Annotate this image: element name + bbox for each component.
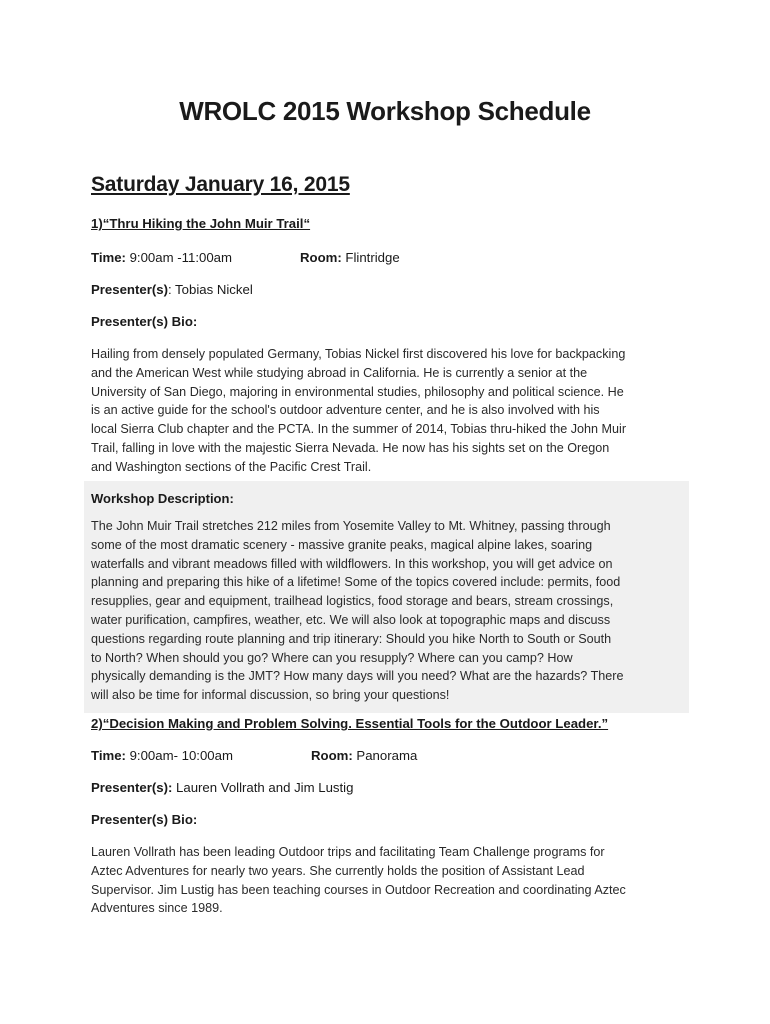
workshop-2-time <box>91 748 233 763</box>
presenter-label: Presenter(s): <box>91 780 173 795</box>
workshop-1-heading: 1)“Thru Hiking the John Muir Trail“ <box>91 216 311 231</box>
room-label: Room: <box>311 748 353 763</box>
workshop-1-room <box>300 250 400 265</box>
bio-line: Aztec Adventures for nearly two years. She currently holds the position of Assistant Lead <box>91 863 585 878</box>
description-line: to North? When should you go? Where can you resupply? Where can you camp? How <box>91 650 573 665</box>
bio-line: and Washington sections of the Pacific Crest Trail. <box>91 459 372 474</box>
description-line: The John Muir Trail stretches 212 miles from Yosemite Valley to Mt. Whitney, passing through <box>91 519 611 533</box>
room-value: Flintridge <box>341 250 400 265</box>
bio-line: Supervisor. Jim Lustig has been teaching courses in Outdoor Recreation and coordinating Aztec <box>91 882 626 897</box>
description-line: planning and preparing this hike of a lifetime! Some of the topics covered include: permits, food <box>91 575 621 590</box>
document-title: WROLC 2015 Workshop Schedule <box>179 96 591 126</box>
description-line: questions regarding route planning and trip itinerary: Should you hike North to South or South <box>91 631 612 646</box>
bio-line: Adventures since 1989. <box>91 901 223 916</box>
description-line: resupplies, gear and equipment, trailhead logistics, food storage and bears, stream crossings, <box>91 594 614 609</box>
time-label: Time: <box>91 250 126 265</box>
presenter-value: Lauren Vollrath and Jim Lustig <box>172 780 354 795</box>
workshop-2-bio <box>91 843 671 918</box>
description-line: some of the most dramatic scenery - massive granite peaks, magical alpine lakes, soaring <box>91 537 593 552</box>
bio-line: Trail, falling in love with the majestic Sierra Nevada. He now has his sights set on the Oregon <box>91 440 610 455</box>
workshop-1-time <box>91 250 232 265</box>
time-value: 9:00am- 10:00am <box>125 748 233 763</box>
description-line: water purification, campfires, weather, etc. We will also look at topographic maps and discuss <box>91 612 611 627</box>
description-line: waterfalls and vibrant meadows filled with wildflowers. In this workshop, you will get advice on <box>91 556 613 571</box>
workshop-1-bio <box>91 345 671 477</box>
description-line: physically demanding is the JMT? How many days will you need? What are the hazards? There <box>91 669 624 684</box>
description-line: will also be time for informal discussion, so bring your questions! <box>91 688 450 703</box>
bio-line: and the American West while studying abroad in California. He is currently a senior at the <box>91 365 588 380</box>
day-heading: Saturday January 16, 2015 <box>91 173 350 196</box>
bio-line: Hailing from densely populated Germany, Tobias Nickel first discovered his love for backpacking <box>91 347 626 361</box>
room-label: Room: <box>300 250 342 265</box>
workshop-1-bio-label: Presenter(s) Bio: <box>91 314 198 329</box>
workshop-2-bio-label: Presenter(s) Bio: <box>91 812 198 827</box>
workshop-1-description <box>91 517 671 705</box>
time-label: Time: <box>91 748 126 763</box>
workshop-1-description-label: Workshop Description: <box>91 491 234 506</box>
time-value: 9:00am -11:00am <box>125 250 232 265</box>
workshop-2-heading: 2)“Decision Making and Problem Solving. Essential Tools for the Outdoor Leader.” <box>91 716 609 731</box>
workshop-2-presenters <box>91 780 353 795</box>
presenter-value: : Tobias Nickel <box>167 282 253 297</box>
presenter-label: Presenter(s) <box>91 282 168 297</box>
workshop-1-presenters <box>91 282 253 297</box>
workshop-2-room <box>311 748 417 763</box>
bio-line: is an active guide for the school's outdoor adventure center, and he is also involved with his <box>91 403 600 418</box>
bio-line: University of San Diego, majoring in environmental studies, philosophy and political science. He <box>91 384 624 399</box>
room-value: Panorama <box>352 748 418 763</box>
bio-line: local Sierra Club chapter and the PCTA. In the summer of 2014, Tobias thru-hiked the John Muir <box>91 422 627 437</box>
bio-line: Lauren Vollrath has been leading Outdoor trips and facilitating Team Challenge programs for <box>91 845 605 859</box>
